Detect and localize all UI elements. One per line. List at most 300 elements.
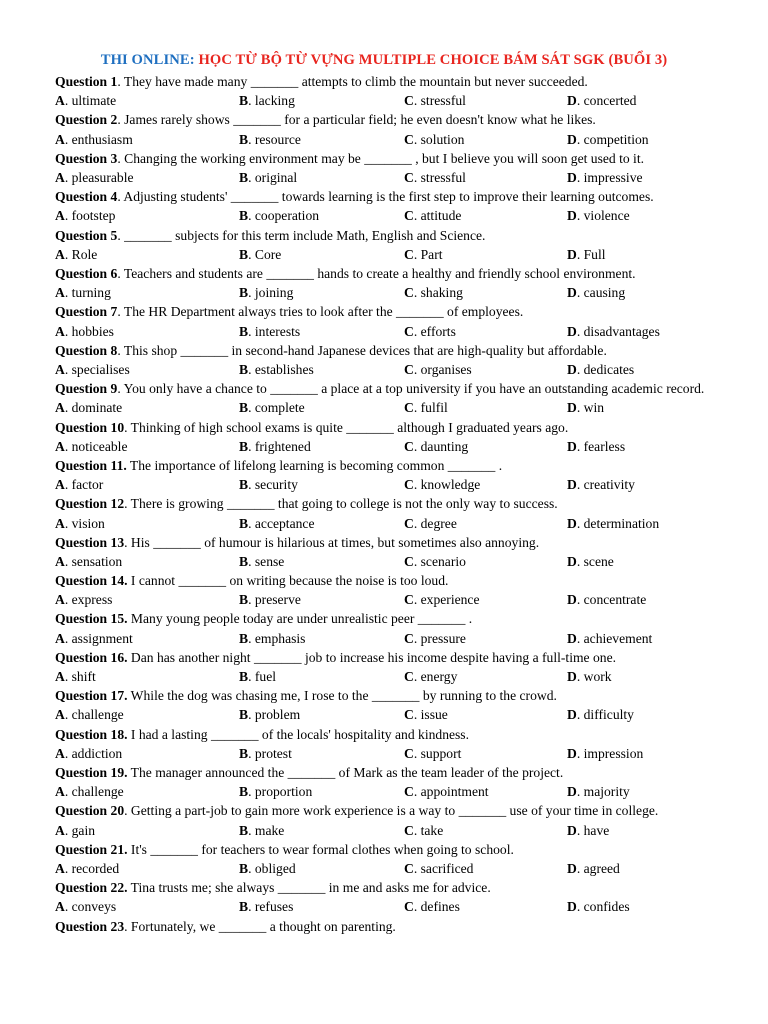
- option-letter: D: [567, 285, 577, 301]
- option-text: . stressful: [413, 169, 466, 185]
- question-number: Question 16.: [55, 649, 128, 665]
- answer-option-b: [239, 245, 404, 264]
- option-letter: A: [55, 515, 65, 531]
- answer-options: [55, 322, 745, 341]
- question-number: Question 13: [55, 534, 125, 550]
- answer-option-c: [404, 245, 567, 264]
- question-stem: [55, 72, 745, 91]
- answer-option-d: [567, 283, 745, 302]
- answer-option-c: [404, 130, 567, 149]
- option-text: . experience: [413, 592, 480, 608]
- option-letter: B: [239, 208, 249, 224]
- option-letter: A: [55, 361, 65, 377]
- answer-option-a: [55, 91, 239, 110]
- option-text: . impression: [576, 745, 644, 761]
- option-text: . take: [413, 822, 444, 838]
- answer-options: [55, 398, 745, 417]
- answer-option-d: [567, 360, 745, 379]
- answer-option-b: [239, 782, 404, 801]
- question-text: Teachers and students are _______ hands to create a healthy and friendly school environment.: [120, 265, 636, 281]
- option-letter: C: [404, 169, 414, 185]
- option-text: . specialises: [64, 361, 130, 377]
- question-number-separator: .: [117, 189, 121, 205]
- question-stem: [55, 648, 745, 667]
- option-letter: B: [239, 131, 249, 147]
- option-letter: A: [55, 400, 65, 416]
- option-text: . scene: [576, 553, 614, 569]
- question-stem: [55, 110, 745, 129]
- option-letter: D: [567, 553, 577, 569]
- answer-option-a: [55, 283, 239, 302]
- option-text: . challenge: [64, 784, 124, 800]
- option-letter: A: [55, 131, 65, 147]
- answer-option-a: [55, 552, 239, 571]
- option-letter: C: [404, 822, 414, 838]
- option-text: . creativity: [576, 477, 635, 493]
- option-text: . conveys: [64, 899, 117, 915]
- option-letter: C: [404, 861, 414, 877]
- option-text: . acceptance: [248, 515, 315, 531]
- option-letter: B: [239, 899, 249, 915]
- option-text: . Part: [413, 246, 443, 262]
- option-text: . support: [413, 745, 462, 761]
- question-number-separator: .: [117, 74, 121, 89]
- answer-options: [55, 629, 745, 648]
- answer-option-b: [239, 629, 404, 648]
- question-stem: [55, 571, 745, 590]
- answer-option-c: [404, 206, 567, 225]
- option-letter: C: [404, 515, 414, 531]
- question-stem: [55, 533, 745, 552]
- answer-option-a: [55, 705, 239, 724]
- answer-options: [55, 744, 745, 763]
- option-letter: A: [55, 784, 65, 800]
- question-stem: [55, 302, 745, 321]
- answer-option-a: [55, 897, 239, 916]
- question-stem: [55, 418, 745, 437]
- option-letter: C: [404, 323, 414, 339]
- option-text: . addiction: [64, 745, 123, 761]
- answer-options: [55, 206, 745, 225]
- option-text: . scenario: [413, 553, 466, 569]
- option-letter: A: [55, 477, 65, 493]
- answer-option-b: [239, 130, 404, 149]
- answer-option-c: [404, 782, 567, 801]
- question-item: [55, 878, 745, 916]
- answer-option-d: [567, 475, 745, 494]
- question-text: Getting a part-job to gain more work experience is a way to _______ use of your time in college.: [127, 803, 659, 819]
- answer-option-d: [567, 245, 745, 264]
- option-letter: C: [404, 553, 414, 569]
- option-letter: D: [567, 246, 577, 262]
- option-letter: B: [239, 553, 249, 569]
- question-item: [55, 418, 745, 456]
- option-letter: C: [404, 285, 414, 301]
- option-letter: B: [239, 361, 249, 377]
- option-letter: B: [239, 784, 249, 800]
- question-item: [55, 494, 745, 532]
- answer-option-c: [404, 322, 567, 341]
- question-number: Question 14.: [55, 573, 128, 589]
- answer-option-a: [55, 245, 239, 264]
- question-number-separator: .: [124, 534, 128, 550]
- question-item: [55, 609, 745, 647]
- option-text: . efforts: [413, 323, 456, 339]
- option-text: . factor: [64, 477, 104, 493]
- question-stem: [55, 379, 745, 398]
- option-letter: B: [239, 438, 249, 454]
- answer-option-b: [239, 206, 404, 225]
- option-text: . issue: [413, 707, 448, 723]
- option-text: . sensation: [64, 553, 123, 569]
- answer-options: [55, 705, 745, 724]
- option-text: . defines: [413, 899, 460, 915]
- question-stem: [55, 609, 745, 628]
- question-number-separator: .: [117, 342, 121, 358]
- answer-option-c: [404, 590, 567, 609]
- option-letter: A: [55, 208, 65, 224]
- question-number: Question 19.: [55, 765, 128, 781]
- option-text: . sacrificed: [413, 861, 474, 877]
- question-number-separator: .: [117, 227, 121, 243]
- option-text: . vision: [64, 515, 105, 531]
- question-number: Question 22.: [55, 880, 128, 896]
- question-number-separator: .: [124, 419, 128, 435]
- option-letter: C: [404, 592, 414, 608]
- answer-options: [55, 360, 745, 379]
- answer-option-d: [567, 859, 745, 878]
- answer-option-c: [404, 667, 567, 686]
- option-text: . shift: [64, 669, 96, 685]
- answer-option-b: [239, 859, 404, 878]
- option-text: . majority: [576, 784, 630, 800]
- option-text: . sense: [248, 553, 285, 569]
- option-text: . joining: [248, 285, 294, 301]
- option-text: . obliged: [248, 861, 296, 877]
- option-text: . win: [576, 400, 605, 416]
- answer-option-c: [404, 629, 567, 648]
- answer-option-c: [404, 859, 567, 878]
- option-letter: A: [55, 323, 65, 339]
- option-letter: D: [567, 822, 577, 838]
- option-text: . original: [248, 169, 298, 185]
- option-text: . interests: [248, 323, 301, 339]
- question-stem: [55, 686, 745, 705]
- option-letter: D: [567, 592, 577, 608]
- answer-option-b: [239, 821, 404, 840]
- question-item: [55, 648, 745, 686]
- option-text: . lacking: [248, 93, 295, 109]
- answer-option-a: [55, 437, 239, 456]
- option-text: . make: [248, 822, 285, 838]
- answer-option-d: [567, 130, 745, 149]
- option-letter: A: [55, 861, 65, 877]
- option-text: . shaking: [413, 285, 463, 301]
- question-number-separator: .: [124, 496, 128, 512]
- answer-option-c: [404, 821, 567, 840]
- question-text: James rarely shows _______ for a particular field; he even doesn't know what he likes.: [120, 112, 596, 128]
- option-text: . problem: [248, 707, 301, 723]
- option-letter: A: [55, 630, 65, 646]
- question-item: [55, 149, 745, 187]
- question-stem: [55, 494, 745, 513]
- question-text: You only have a chance to _______ a place at a top university if you have an outstanding academic record.: [120, 381, 705, 397]
- option-text: . knowledge: [413, 477, 481, 493]
- answer-option-b: [239, 744, 404, 763]
- question-number-separator: .: [117, 381, 121, 397]
- option-letter: A: [55, 438, 65, 454]
- question-number: Question 5: [55, 227, 118, 243]
- question-number: Question 18.: [55, 726, 128, 742]
- answer-option-c: [404, 744, 567, 763]
- option-text: . achievement: [576, 630, 653, 646]
- answer-option-a: [55, 130, 239, 149]
- option-text: . determination: [576, 515, 660, 531]
- answer-options: [55, 514, 745, 533]
- option-letter: C: [404, 745, 414, 761]
- answer-option-d: [567, 514, 745, 533]
- option-text: . impressive: [576, 169, 643, 185]
- question-number: Question 7: [55, 304, 118, 320]
- answer-option-c: [404, 897, 567, 916]
- option-letter: A: [55, 553, 65, 569]
- option-letter: C: [404, 707, 414, 723]
- answer-option-b: [239, 552, 404, 571]
- question-number: Question 9: [55, 381, 118, 397]
- answer-option-c: [404, 475, 567, 494]
- question-list: [55, 72, 745, 936]
- option-letter: D: [567, 784, 577, 800]
- option-text: . degree: [413, 515, 457, 531]
- answer-option-a: [55, 859, 239, 878]
- option-letter: C: [404, 208, 414, 224]
- option-letter: B: [239, 169, 249, 185]
- option-letter: C: [404, 438, 414, 454]
- option-letter: B: [239, 630, 249, 646]
- option-text: . challenge: [64, 707, 124, 723]
- option-text: . disadvantages: [576, 323, 660, 339]
- question-text: There is growing _______ that going to college is not the only way to success.: [127, 496, 558, 512]
- answer-option-c: [404, 168, 567, 187]
- option-letter: A: [55, 285, 65, 301]
- option-letter: C: [404, 784, 414, 800]
- answer-option-d: [567, 322, 745, 341]
- option-text: . Role: [64, 246, 98, 262]
- question-item: [55, 763, 745, 801]
- question-text: It's _______ for teachers to wear formal clothes when going to school.: [127, 841, 514, 857]
- question-text: Tina trusts me; she always _______ in me and asks me for advice.: [127, 880, 491, 896]
- option-letter: A: [55, 669, 65, 685]
- option-letter: A: [55, 169, 65, 185]
- option-text: . preserve: [248, 592, 301, 608]
- question-item: [55, 379, 745, 417]
- answer-option-d: [567, 168, 745, 187]
- option-letter: B: [239, 707, 249, 723]
- answer-option-d: [567, 91, 745, 110]
- answer-option-d: [567, 590, 745, 609]
- answer-option-a: [55, 667, 239, 686]
- option-text: . hobbies: [64, 323, 114, 339]
- option-letter: D: [567, 707, 577, 723]
- question-number: Question 8: [55, 342, 118, 358]
- question-text: _______ subjects for this term include Math, English and Science.: [120, 227, 486, 243]
- answer-option-b: [239, 897, 404, 916]
- answer-option-d: [567, 821, 745, 840]
- answer-option-a: [55, 360, 239, 379]
- option-letter: C: [404, 246, 414, 262]
- option-text: . emphasis: [248, 630, 306, 646]
- question-number-separator: .: [117, 150, 121, 166]
- answer-option-a: [55, 514, 239, 533]
- answer-option-b: [239, 283, 404, 302]
- question-text: Adjusting students' _______ towards learning is the first step to improve their learning outcomes.: [120, 189, 654, 205]
- answer-options: [55, 245, 745, 264]
- question-item: [55, 264, 745, 302]
- question-text: They have made many _______ attempts to climb the mountain but never succeeded.: [120, 74, 588, 89]
- answer-option-a: [55, 782, 239, 801]
- option-letter: A: [55, 707, 65, 723]
- question-number: Question 12: [55, 496, 125, 512]
- answer-option-b: [239, 91, 404, 110]
- answer-option-b: [239, 514, 404, 533]
- option-letter: D: [567, 477, 577, 493]
- question-number: Question 2: [55, 112, 118, 128]
- option-letter: D: [567, 93, 577, 109]
- option-letter: B: [239, 400, 249, 416]
- option-letter: A: [55, 745, 65, 761]
- question-item: [55, 110, 745, 148]
- option-text: . stressful: [413, 93, 466, 109]
- option-letter: C: [404, 899, 414, 915]
- option-text: . protest: [248, 745, 292, 761]
- option-letter: D: [567, 861, 577, 877]
- page-title: [0, 52, 768, 69]
- question-item: [55, 302, 745, 340]
- option-letter: B: [239, 745, 249, 761]
- option-text: . fulfil: [413, 400, 448, 416]
- question-number-separator: .: [117, 304, 121, 320]
- answer-option-b: [239, 667, 404, 686]
- option-letter: D: [567, 630, 577, 646]
- question-number: Question 1: [55, 74, 118, 89]
- answer-options: [55, 283, 745, 302]
- answer-option-b: [239, 398, 404, 417]
- option-text: . proportion: [248, 784, 313, 800]
- option-letter: C: [404, 477, 414, 493]
- option-text: . ultimate: [64, 93, 117, 109]
- answer-options: [55, 437, 745, 456]
- answer-option-d: [567, 206, 745, 225]
- option-text: . dedicates: [576, 361, 635, 377]
- answer-option-c: [404, 437, 567, 456]
- option-text: . enthusiasm: [64, 131, 133, 147]
- option-letter: B: [239, 592, 249, 608]
- option-letter: D: [567, 669, 577, 685]
- answer-option-a: [55, 590, 239, 609]
- answer-options: [55, 859, 745, 878]
- answer-options: [55, 782, 745, 801]
- answer-option-c: [404, 283, 567, 302]
- option-letter: B: [239, 477, 249, 493]
- question-item: [55, 840, 745, 878]
- option-text: . concentrate: [576, 592, 647, 608]
- option-text: . energy: [413, 669, 458, 685]
- question-text: His _______ of humour is hilarious at times, but sometimes also annoying.: [127, 534, 540, 550]
- answer-options: [55, 130, 745, 149]
- option-letter: A: [55, 246, 65, 262]
- question-item: [55, 917, 745, 936]
- option-letter: D: [567, 400, 577, 416]
- question-text: I had a lasting _______ of the locals' hospitality and kindness.: [127, 726, 469, 742]
- option-letter: D: [567, 323, 577, 339]
- option-text: . footstep: [64, 208, 116, 224]
- answer-option-b: [239, 590, 404, 609]
- answer-option-a: [55, 475, 239, 494]
- option-letter: D: [567, 131, 577, 147]
- option-letter: B: [239, 515, 249, 531]
- question-number: Question 4: [55, 189, 118, 205]
- question-stem: [55, 149, 745, 168]
- question-text: While the dog was chasing me, I rose to the _______ by running to the crowd.: [127, 688, 557, 704]
- option-text: . fuel: [248, 669, 277, 685]
- option-letter: B: [239, 669, 249, 685]
- option-text: . attitude: [413, 208, 462, 224]
- option-text: . agreed: [576, 861, 620, 877]
- option-text: . cooperation: [248, 208, 320, 224]
- question-item: [55, 187, 745, 225]
- option-text: . assignment: [64, 630, 133, 646]
- answer-option-d: [567, 897, 745, 916]
- option-text: . resource: [248, 131, 301, 147]
- option-letter: B: [239, 93, 249, 109]
- option-letter: D: [567, 515, 577, 531]
- option-text: . frightened: [248, 438, 311, 454]
- answer-option-d: [567, 552, 745, 571]
- question-item: [55, 456, 745, 494]
- question-number: Question 21.: [55, 841, 128, 857]
- option-letter: A: [55, 93, 65, 109]
- option-letter: B: [239, 285, 249, 301]
- option-text: . pleasurable: [64, 169, 134, 185]
- option-text: . difficulty: [576, 707, 634, 723]
- answer-option-d: [567, 629, 745, 648]
- answer-option-d: [567, 667, 745, 686]
- question-number-separator: .: [117, 265, 121, 281]
- option-text: . solution: [413, 131, 465, 147]
- option-text: . complete: [248, 400, 305, 416]
- option-text: . Core: [248, 246, 282, 262]
- answer-option-d: [567, 437, 745, 456]
- answer-option-b: [239, 322, 404, 341]
- answer-option-a: [55, 322, 239, 341]
- question-stem: [55, 725, 745, 744]
- question-item: [55, 686, 745, 724]
- question-stem: [55, 763, 745, 782]
- option-text: . concerted: [576, 93, 637, 109]
- option-text: . daunting: [413, 438, 469, 454]
- option-letter: D: [567, 438, 577, 454]
- option-text: . appointment: [413, 784, 489, 800]
- question-stem: [55, 341, 745, 360]
- option-text: . pressure: [413, 630, 466, 646]
- question-text: Dan has another night _______ job to increase his income despite having a full-time one.: [127, 649, 617, 665]
- question-number: Question 6: [55, 265, 118, 281]
- option-letter: A: [55, 899, 65, 915]
- answer-option-d: [567, 398, 745, 417]
- question-number: Question 20: [55, 803, 125, 819]
- option-text: . gain: [64, 822, 96, 838]
- option-letter: C: [404, 630, 414, 646]
